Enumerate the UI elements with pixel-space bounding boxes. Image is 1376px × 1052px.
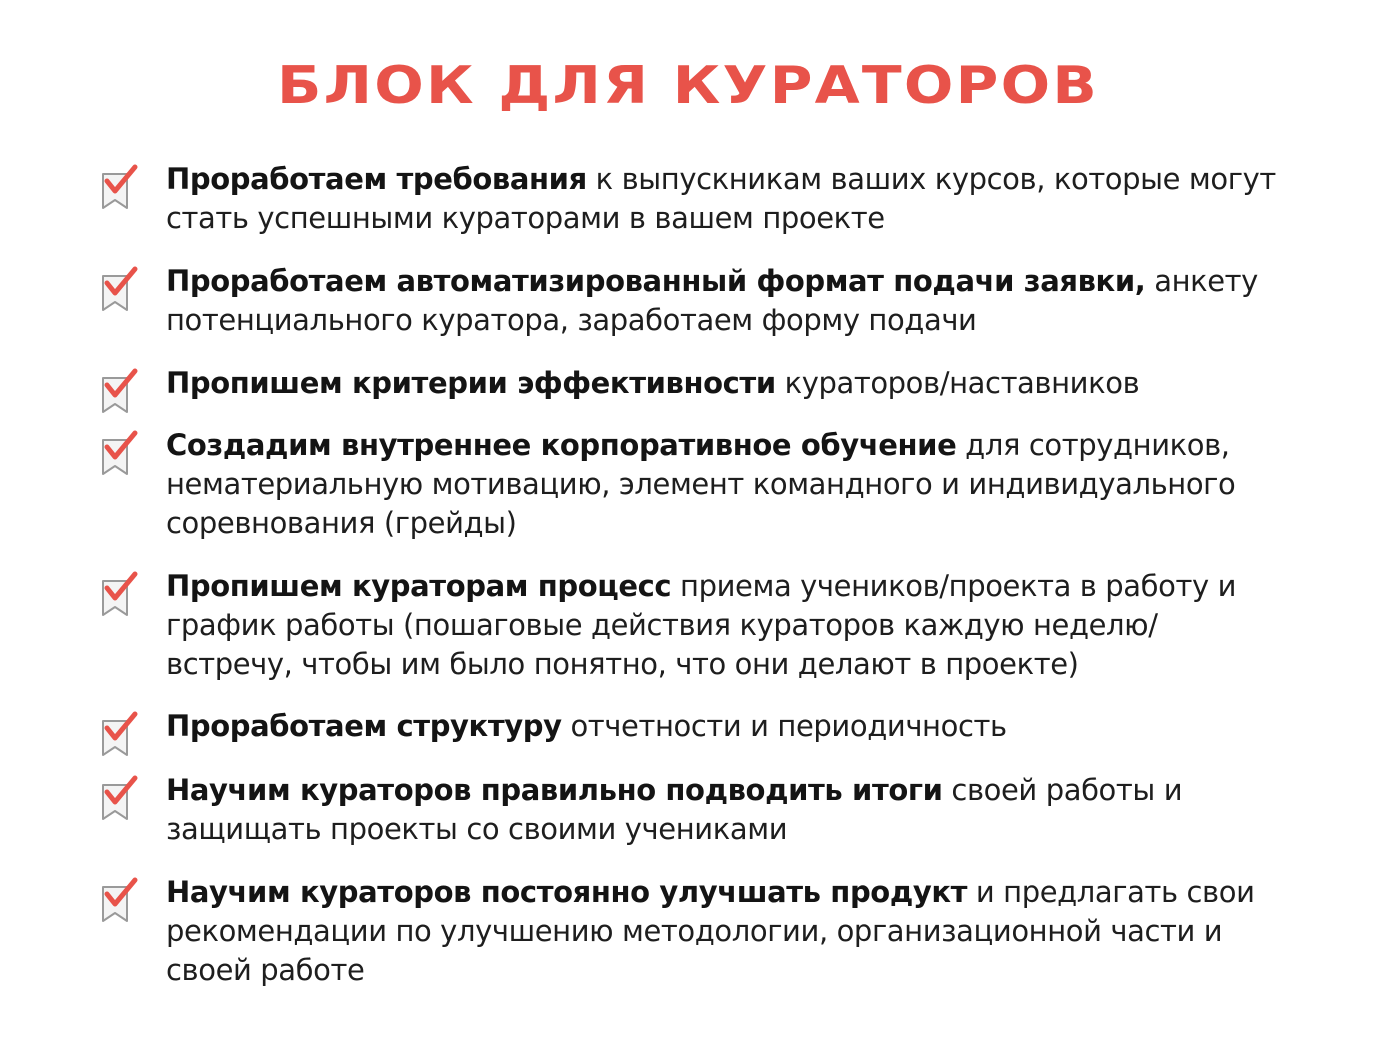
checkbox-check-icon xyxy=(100,711,140,759)
item-text xyxy=(166,707,1276,746)
item-bold: Проработаем требования xyxy=(166,162,587,196)
item-bold: Научим кураторов постоянно улучшать продукт xyxy=(166,875,968,909)
item-text xyxy=(166,567,1276,684)
checkbox-check-icon xyxy=(100,368,140,416)
checkbox-check-icon xyxy=(100,430,140,478)
item-text xyxy=(166,426,1276,543)
checkbox-check-icon xyxy=(100,775,140,823)
checkbox-check-icon xyxy=(100,266,140,314)
item-bold: Пропишем кураторам процесс xyxy=(166,569,672,603)
page-title: БЛОК ДЛЯ КУРАТОРОВ xyxy=(277,56,1099,116)
checkbox-check-icon xyxy=(100,571,140,619)
item-text xyxy=(166,873,1276,990)
item-rest: кураторов/наставников xyxy=(775,366,1140,400)
item-rest: и предлагать свои рекомендации по улучшению методологии, организационной части и своей работе xyxy=(166,875,1255,987)
item-bold: Научим кураторов правильно подводить итоги xyxy=(166,773,943,807)
checkbox-check-icon xyxy=(100,164,140,212)
item-rest: для сотрудников, нематериальную мотивацию, элемент командного и индивидуального соревнования (грейды) xyxy=(166,428,1236,540)
item-rest: своей работы и защищать проекты со своими учениками xyxy=(166,773,1183,846)
item-text xyxy=(166,160,1276,238)
item-text xyxy=(166,771,1276,849)
item-rest: приема учеников/проекта в работу и график работы (пошаговые действия кураторов каждую неделю/встречу, чтобы им было понятно, что они делают в проекте) xyxy=(166,569,1237,681)
item-bold: Создадим внутреннее корпоративное обучение xyxy=(166,428,957,462)
checkbox-check-icon xyxy=(100,877,140,925)
item-bold: Проработаем структуру xyxy=(166,709,562,743)
item-text xyxy=(166,262,1276,340)
item-bold: Проработаем автоматизированный формат подачи заявки, xyxy=(166,264,1146,298)
item-text xyxy=(166,364,1276,403)
item-bold: Пропишем критерии эффективности xyxy=(166,366,776,400)
item-rest: анкету потенциального куратора, заработаем форму подачи xyxy=(166,264,1258,337)
item-rest: отчетности и периодичность xyxy=(561,709,1007,743)
item-rest: к выпускникам ваших курсов, которые могут стать успешными кураторами в вашем проекте xyxy=(166,162,1276,235)
